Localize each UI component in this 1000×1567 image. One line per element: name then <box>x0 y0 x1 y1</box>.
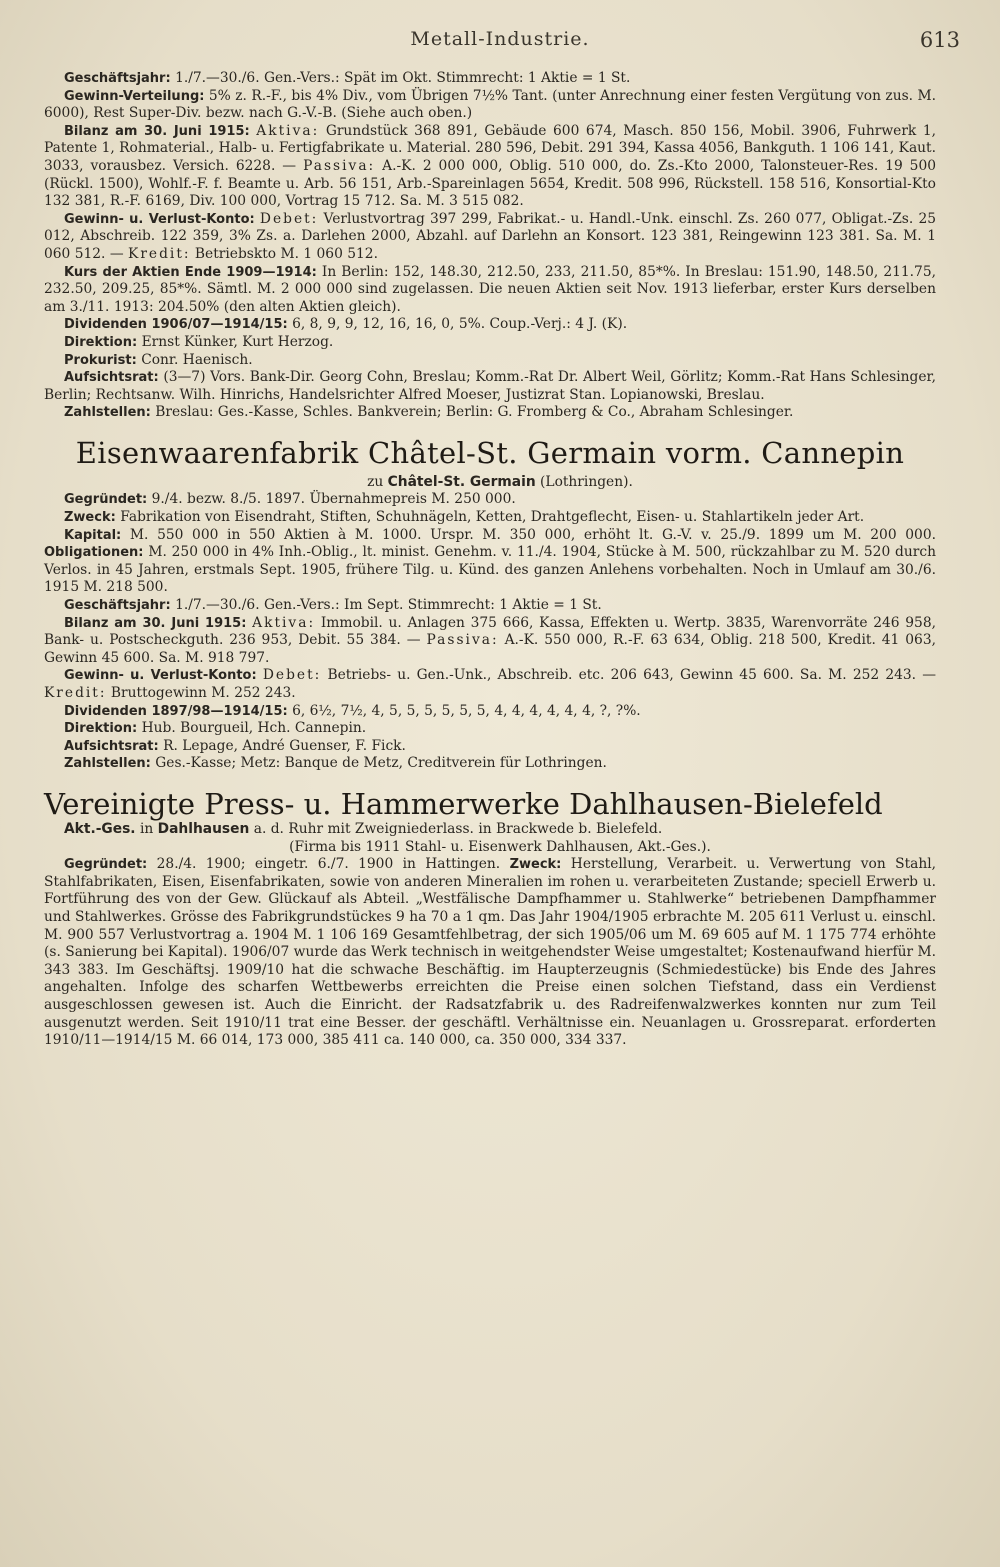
label: Zweck: <box>509 857 562 873</box>
page-header <box>40 28 960 58</box>
text: 9./4. bezw. 8./5. 1897. Übernahmepreis M. 250 000. <box>151 491 516 508</box>
text: 6, 8, 9, 9, 12, 16, 16, 0, 5%. Coup.-Verj.: 4 J. (K). <box>292 316 628 333</box>
label: Prokurist: <box>64 352 137 368</box>
s2-dividenden <box>44 703 936 721</box>
s1-guv <box>44 211 936 264</box>
label: Kurs der Aktien Ende 1909—1914: <box>64 264 317 280</box>
akt-label: Akt.-Ges. <box>64 820 136 837</box>
label: Obligationen: <box>44 545 144 561</box>
s2-zahlstellen <box>44 755 936 773</box>
label: Kapital: <box>64 527 122 543</box>
kredit-label: Kredit: <box>44 685 107 701</box>
label: Zahlstellen: <box>64 405 151 421</box>
s3-firma: (Firma bis 1911 Stahl- u. Eisenwerk Dahlhausen, Akt.-Ges.). <box>289 838 711 855</box>
text: Hub. Bourgueil, Hch. Cannepin. <box>141 720 367 737</box>
text: Herstellung, Verarbeit. u. Verwertung von Stahl, Stahlfabrikaten, Eisen, Eisenfabrikaten, sowie von anderen Mineralien im rohen u. verarbeiteten Zustande; speciell Erwerb u. Fortführung des von der Gew. Glückauf als Abteil. „Westfälische Dampfhammer u. Stahlwerke“ betriebenen Dampfhammer und Stahlwerkes. Grösse des Fabrikgrundstückes 9 ha 70 a 1 qm. Das Jahr 1904/1905 erbrachte M. 205 611 Verlust u. einschl. M. 900 557 Verlustvortrag a. 1904 M. 1 106 169 Gesamtfehlbetrag, der sich 1905/06 um M. 69 605 auf M. 1 175 774 erhöhte (s. Sanierung bei Kapital). 1906/07 wurde das Werk technisch in weitgehendster Weise umgestaltet; Kostenaufwand hierfür M. 343 383. Im Geschäftsj. 1909/10 hat die schwache Beschäftig. im Haupterzeugnis (Schmiedestücke) bis Ende des Jahres angehalten. Infolge des scharfen Wettbewerbs erreichten die Preise einen solchen Tiefstand, dass ein Verdienst ausgeschlossen gewesen ist. Auch die Einricht. der Radsatzfabrik u. des Radreifenwalzwerkes konnten nur zum Teil ausgenutzt werden. Seit 1910/11 trat eine Besser. der geschäftl. Verhältnisse ein. Neuanlagen u. Grossreparat. erforderten 1910/11—1914/15 M. 66 014, 173 000, 385 411 ca. 140 000, ca. 350 000, 334 337. <box>44 856 937 1049</box>
running-title: Metall-Industrie. <box>410 28 590 50</box>
s2-direktion <box>44 720 936 738</box>
label: Gewinn- u. Verlust-Konto: <box>64 211 255 227</box>
label: Dividenden 1906/07—1914/15: <box>64 317 288 333</box>
label: Zahlstellen: <box>64 756 151 772</box>
text: a. d. Ruhr mit Zweigniederlass. in Brackwede b. Bielefeld. <box>253 820 663 837</box>
text: M. 550 000 in 550 Aktien à M. 1000. Urspr. M. 350 000, erhöht lt. G.-V. v. 25./9. 1899 um M. 200 000. <box>129 526 936 543</box>
s1-kurs <box>44 264 936 317</box>
label: Zweck: <box>64 510 116 526</box>
text: (3—7) Vors. Bank-Dir. Georg Cohn, Breslau; Komm.-Rat Dr. Albert Weil, Görlitz; Komm.-Rat Hans Schlesinger, Berlin; Rechtsanw. Wilh. Hinrichs, Handelsrichter Alfred Moeser, Justizrat Stan. Lopianowski, Breslau. <box>44 369 936 403</box>
passiva-label: Passiva: <box>426 632 499 649</box>
s1-bilanz <box>44 123 936 211</box>
label: Geschäftsjahr: <box>64 598 171 614</box>
label: Gewinn-Verteilung: <box>64 88 205 104</box>
page-body <box>44 70 936 1050</box>
label: Dividenden 1897/98—1914/15: <box>64 703 288 719</box>
s1-aufsichtsrat <box>44 369 936 404</box>
text: (Lothringen). <box>540 473 633 490</box>
text: 6, 6½, 7½, 4, 5, 5, 5, 5, 5, 5, 4, 4, 4, 4, 4, 4, ?, ?%. <box>292 702 641 719</box>
text: Fabrikation von Eisendraht, Stiften, Schuhnägeln, Ketten, Drahtgeflecht, Eisen- u. Stahlartikeln jeder Art. <box>120 509 865 526</box>
label: Aufsichtsrat: <box>64 370 159 386</box>
label: Direktion: <box>64 721 138 737</box>
text: Ges.-Kasse; Metz: Banque de Metz, Creditverein für Lothringen. <box>155 755 607 772</box>
s1-dividenden <box>44 316 936 334</box>
company-subtitle-chatel <box>44 474 936 492</box>
text: M. 250 000 in 4% Inh.-Oblig., lt. minist. Genehm. v. 11./4. 1904, Stücke à M. 500, rückzahlbar zu M. 520 durch Verlos. in 45 Jahren, erstmals Sept. 1905, frühere Tilg. u. Künd. des ganzen Anlehens vorbehalten. Noch in Umlauf am 30./6. 1915 M. 218 500. <box>44 544 936 596</box>
company-title-dahlhausen: Vereinigte Press- u. Hammerwerke Dahlhausen-Bielefeld <box>44 786 883 821</box>
passiva-label: Passiva: <box>303 157 376 174</box>
text: 28./4. 1900; eingetr. 6./7. 1900 in Hattingen. <box>156 856 501 873</box>
text: in <box>139 820 154 837</box>
place: Dahlhausen <box>157 820 250 837</box>
text: Betriebskto M. 1 060 512. <box>194 245 378 262</box>
debet-label: Debet: <box>259 210 319 227</box>
text: 1./7.—30./6. Gen.-Vers.: Spät im Okt. Stimmrecht: 1 Aktie = 1 St. <box>175 70 631 86</box>
text: Betriebs- u. Gen.-Unk., Abschreib. etc. 206 643, Gewinn 45 600. Sa. M. 252 243. — <box>327 667 936 684</box>
s2-bilanz <box>44 615 936 668</box>
text: 5% z. R.-F., bis 4% Div., vom Übrigen 7½% Tant. (unter Anrechnung einer festen Vergütung von zus. M. 6000), Rest Super-Div. bezw. nach G.-V.-B. (Siehe auch oben.) <box>44 87 937 122</box>
s2-aufsichtsrat <box>44 738 936 756</box>
s1-zahlstellen <box>44 404 936 422</box>
text: Verlustvortrag 397 299, Fabrikat.- u. Handl.-Unk. einschl. Zs. 260 077, Obligat.-Zs. 25 012, Abschreib. 122 359, 3% Zs. a. Darlehen 2000, Abzahl. auf Darlehn an Konsort. 123 381, Reingewinn 123 381. Sa. M. 1 060 512. — <box>44 210 936 262</box>
s2-geschaeftsjahr <box>44 597 936 615</box>
s2-kapital <box>44 527 936 597</box>
page-number: 613 <box>919 28 960 52</box>
text: Breslau: Ges.-Kasse, Schles. Bankverein; Berlin: G. Fromberg & Co., Abraham Schlesinger. <box>155 404 794 421</box>
s3-akt-line <box>44 821 936 839</box>
s2-guv <box>44 667 936 702</box>
label: Gegründet: <box>64 492 148 508</box>
text: Bruttogewinn M. 252 243. <box>110 685 296 701</box>
place: Châtel-St. Germain <box>387 473 536 490</box>
text: A.-K. 550 000, R.-F. 63 634, Oblig. 218 500, Kredit. 41 063, Gewinn 45 600. Sa. M. 918 797. <box>44 632 937 666</box>
aktiva-label: Aktiva: <box>252 614 316 631</box>
text: Ernst Künker, Kurt Herzog. <box>141 333 334 350</box>
label: Gegründet: <box>64 857 148 873</box>
text: 1./7.—30./6. Gen.-Vers.: Im Sept. Stimmrecht: 1 Aktie = 1 St. <box>175 597 602 614</box>
label: Aufsichtsrat: <box>64 738 159 754</box>
text: A.-K. 2 000 000, Oblig. 510 000, do. Zs.-Kto 2000, Talonsteuer-Res. 19 500 (Rückl. 1500), Wohlf.-F. f. Beamte u. Arb. 56 151, Arb.-Spareinlagen 5654, Kredit. 508 996, Rückstell. 158 516, Konsortial-Kto 132 381, R.-F. 6169, Div. 100 000, Vortrag 15 712. Sa. M. 3 515 082. <box>44 157 937 210</box>
text: R. Lepage, André Guenser, F. Fick. <box>163 737 406 754</box>
aktiva-label: Aktiva: <box>256 122 320 139</box>
label: Bilanz am 30. Juni 1915: <box>64 123 250 139</box>
debet-label: Debet: <box>262 667 322 684</box>
text: In Berlin: 152, 148.30, 212.50, 233, 211.50, 85*%. In Breslau: 151.90, 148.50, 211.75, 232.50, 209.25, 85*%. Sämtl. M. 2 000 000 sind zugelassen. Die neuen Aktien seit Nov. 1913 lieferbar, erster Kurs derselben am 3./11. 1913: 204.50% (den alten Aktien gleich). <box>44 263 937 315</box>
label: Geschäftsjahr: <box>64 71 171 86</box>
text: Grundstück 368 891, Gebäude 600 674, Masch. 850 156, Mobil. 3906, Fuhrwerk 1, Patente 1, Rohmaterial., Halb- u. Fertigfabrikate u. Material. 280 596, Debit. 291 394, Kassa 4056, Bankguth. 1 106 141, Kaut. 3033, vorausbez. Versich. 6228. — <box>44 122 937 174</box>
text: Conr. Haenisch. <box>141 351 253 368</box>
text: zu <box>367 473 384 490</box>
s2-zweck <box>44 509 936 527</box>
kredit-label: Kredit: <box>128 245 191 262</box>
label: Direktion: <box>64 334 138 350</box>
label: Bilanz am 30. Juni 1915: <box>64 615 247 631</box>
s1-geschaeftsjahr <box>44 70 936 88</box>
s1-direktion <box>44 334 936 352</box>
s1-gewinn-verteilung <box>44 88 936 123</box>
label: Gewinn- u. Verlust-Konto: <box>64 668 257 684</box>
company-title-chatel: Eisenwaarenfabrik Châtel-St. Germain vorm. Cannepin <box>75 435 905 470</box>
text: Immobil. u. Anlagen 375 666, Kassa, Effekten u. Wertp. 3835, Warenvorräte 246 958, Bank- u. Postscheckguth. 236 953, Debit. 55 384. — <box>44 614 936 649</box>
s1-prokurist <box>44 352 936 370</box>
s2-gegruendet <box>44 491 936 509</box>
s3-gegruendet-zweck <box>44 856 936 1050</box>
